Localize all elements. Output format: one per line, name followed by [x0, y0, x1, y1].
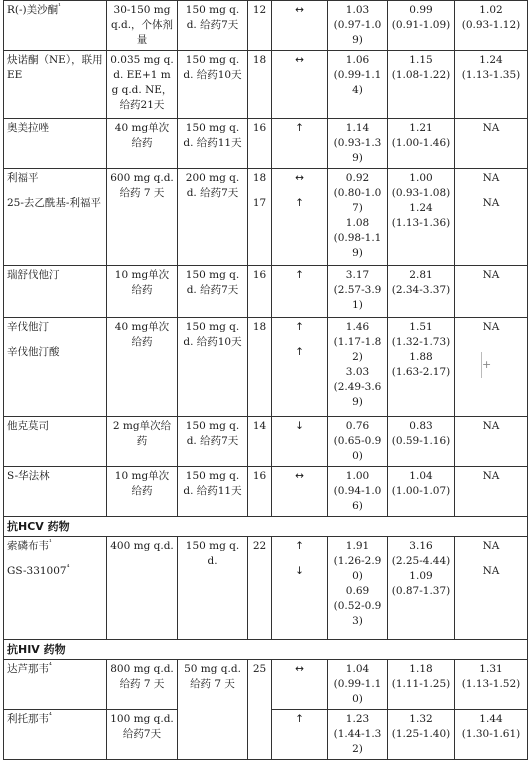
drug-cell: 达芦那韦$^{^4}$ [4, 660, 107, 710]
n-cell: 16 [248, 467, 272, 517]
drug-cell: 炔诺酮（NE），联用 EE [4, 51, 107, 119]
drug-cell: 奥美拉唑 [4, 119, 107, 169]
ratio-cell: 2.81 (2.34-3.37) [388, 266, 455, 318]
dose-cell: 150 mg q.d. 给药11天 [178, 467, 248, 517]
table-row [4, 417, 528, 467]
dose-cell: 150 mg q.d. 给药10天 [178, 318, 248, 417]
ratio-cell: NA [455, 417, 528, 467]
dose-cell: 400 mg q.d. [107, 537, 178, 640]
dose-cell: 10 mg单次给药 [107, 266, 178, 318]
ratio-cell: 1.51 (1.32-1.73) 1.88 (1.63-2.17) [388, 318, 455, 417]
direction-cell: ↔ [272, 467, 328, 517]
n-cell: 14 [248, 417, 272, 467]
direction-cell: ↑ [272, 119, 328, 169]
drug-cell: 辛伐他汀 辛伐他汀酸 [4, 318, 107, 417]
direction-cell: ↓ [272, 417, 328, 467]
ratio-cell: NA NA [455, 169, 528, 266]
ratio-cell: 1.24 (1.13-1.35) [455, 51, 528, 119]
table-row [4, 660, 528, 710]
dose-cell: 600 mg q.d. 给药 7 天 [107, 169, 178, 266]
n-cell: 25 [248, 660, 272, 760]
table-row [4, 51, 528, 119]
ratio-cell: 1.18 (1.11-1.25) [388, 660, 455, 710]
dose-cell: 10 mg单次给药 [107, 467, 178, 517]
ratio-cell: 0.92 (0.80-1.07) 1.08 (0.98-1.19) [328, 169, 388, 266]
n-cell: 12 [248, 1, 272, 51]
ratio-cell: 1.00 (0.94-1.06) [328, 467, 388, 517]
direction-cell: ↑ ↓ [272, 537, 328, 640]
dose-cell: 30-150 mg q.d.，个体剂量 [107, 1, 178, 51]
drug-cell: 瑞舒伐他汀 [4, 266, 107, 318]
dose-cell: 100 mg q.d. 给药7天 [107, 710, 178, 760]
table-row [4, 119, 528, 169]
ratio-cell: NA [455, 266, 528, 318]
dose-cell: 150 mg q.d. [178, 537, 248, 640]
table-row [4, 169, 528, 266]
ratio-cell: 1.31 (1.13-1.52) [455, 660, 528, 710]
ratio-cell: 1.06 (0.99-1.14) [328, 51, 388, 119]
drug-cell: 索磷布韦$^{^1}$ $GS-331007^{^4}$ [4, 537, 107, 640]
n-cell: 18 [248, 51, 272, 119]
direction-cell: ↑ ↑ [272, 318, 328, 417]
dose-cell: 800 mg q.d. 给药 7 天 [107, 660, 178, 710]
ratio-cell: 3.17 (2.57-3.91) [328, 266, 388, 318]
dose-cell: 50 mg q.d. 给药 7 天 [178, 660, 248, 760]
ratio-cell: 3.16 (2.25-4.44) 1.09 (0.87-1.37) [388, 537, 455, 640]
ratio-cell: 1.00 (0.93-1.08) 1.24 (1.13-1.36) [388, 169, 455, 266]
ratio-cell: 1.04 (1.00-1.07) [388, 467, 455, 517]
drug-cell: S-华法林 [4, 467, 107, 517]
ratio-cell: 0.99 (0.91-1.09) [388, 1, 455, 51]
dose-cell: 40 mg单次给药 [107, 318, 178, 417]
n-cell: 16 [248, 266, 272, 318]
ratio-cell: 1.04 (0.99-1.10) [328, 660, 388, 710]
table-row [4, 1, 528, 51]
table-row [4, 318, 528, 417]
drug-cell: R(-)美沙酮$^{^1}$ [4, 1, 107, 51]
table-row [4, 537, 528, 640]
dose-cell: 150 mg q.d. 给药10天 [178, 51, 248, 119]
dose-cell: 0.035 mg q.d. EE+1 mg q.d. NE，给药21天 [107, 51, 178, 119]
ratio-cell: 0.76 (0.65-0.90) [328, 417, 388, 467]
ratio-cell: 1.91 (1.26-2.90) 0.69 (0.52-0.93) [328, 537, 388, 640]
ratio-cell: NA [455, 318, 528, 417]
direction-cell: ↔ ↑ [272, 169, 328, 266]
ratio-cell: 1.23 (1.44-1.32) [328, 710, 388, 760]
ratio-cell: NA [455, 467, 528, 517]
direction-cell: ↑ [272, 266, 328, 318]
expand-marker[interactable]: + [481, 352, 490, 378]
table-row [4, 467, 528, 517]
dose-cell: 40 mg单次给药 [107, 119, 178, 169]
section-row [4, 517, 528, 537]
ratio-cell: 1.15 (1.08-1.22) [388, 51, 455, 119]
drug-cell: 他克莫司 [4, 417, 107, 467]
direction-cell: ↔ [272, 660, 328, 710]
pk-interaction-table [3, 0, 528, 760]
dose-cell: 150 mg q.d. 给药7天 [178, 417, 248, 467]
direction-cell: ↔ [272, 51, 328, 119]
ratio-cell: 0.83 (0.59-1.16) [388, 417, 455, 467]
direction-cell: ↔ [272, 1, 328, 51]
dose-cell: 150 mg q.d. 给药11天 [178, 119, 248, 169]
ratio-cell: 1.46 (1.17-1.82) 3.03 (2.49-3.69) [328, 318, 388, 417]
drug-cell: 利福平 25-去乙酰基-利福平 [4, 169, 107, 266]
ratio-cell: 1.02 (0.93-1.12) [455, 1, 528, 51]
dose-cell: 150 mg q.d. 给药7天 [178, 266, 248, 318]
table-row [4, 266, 528, 318]
n-cell: 22 [248, 537, 272, 640]
ratio-cell: 1.14 (0.93-1.39) [328, 119, 388, 169]
dose-cell: 150 mg q.d. 给药7天 [178, 1, 248, 51]
dose-cell: 200 mg q.d. 给药7天 [178, 169, 248, 266]
ratio-cell: 1.44 (1.30-1.61) [455, 710, 528, 760]
section-row [4, 640, 528, 660]
n-cell: 16 [248, 119, 272, 169]
ratio-cell: 1.32 (1.25-1.40) [388, 710, 455, 760]
ratio-cell: NA [455, 119, 528, 169]
section-header-hiv: 抗HIV 药物 [4, 640, 528, 660]
direction-cell: ↑ [272, 710, 328, 760]
dose-cell: 2 mg单次给药 [107, 417, 178, 467]
drug-cell: 利托那韦$^{^4}$ [4, 710, 107, 760]
ratio-cell: 1.03 (0.97-1.09) [328, 1, 388, 51]
section-header-hcv: 抗HCV 药物 [4, 517, 528, 537]
n-cell: 18 17 [248, 169, 272, 266]
ratio-cell: 1.21 (1.00-1.46) [388, 119, 455, 169]
n-cell: 18 [248, 318, 272, 417]
ratio-cell: NA NA [455, 537, 528, 640]
